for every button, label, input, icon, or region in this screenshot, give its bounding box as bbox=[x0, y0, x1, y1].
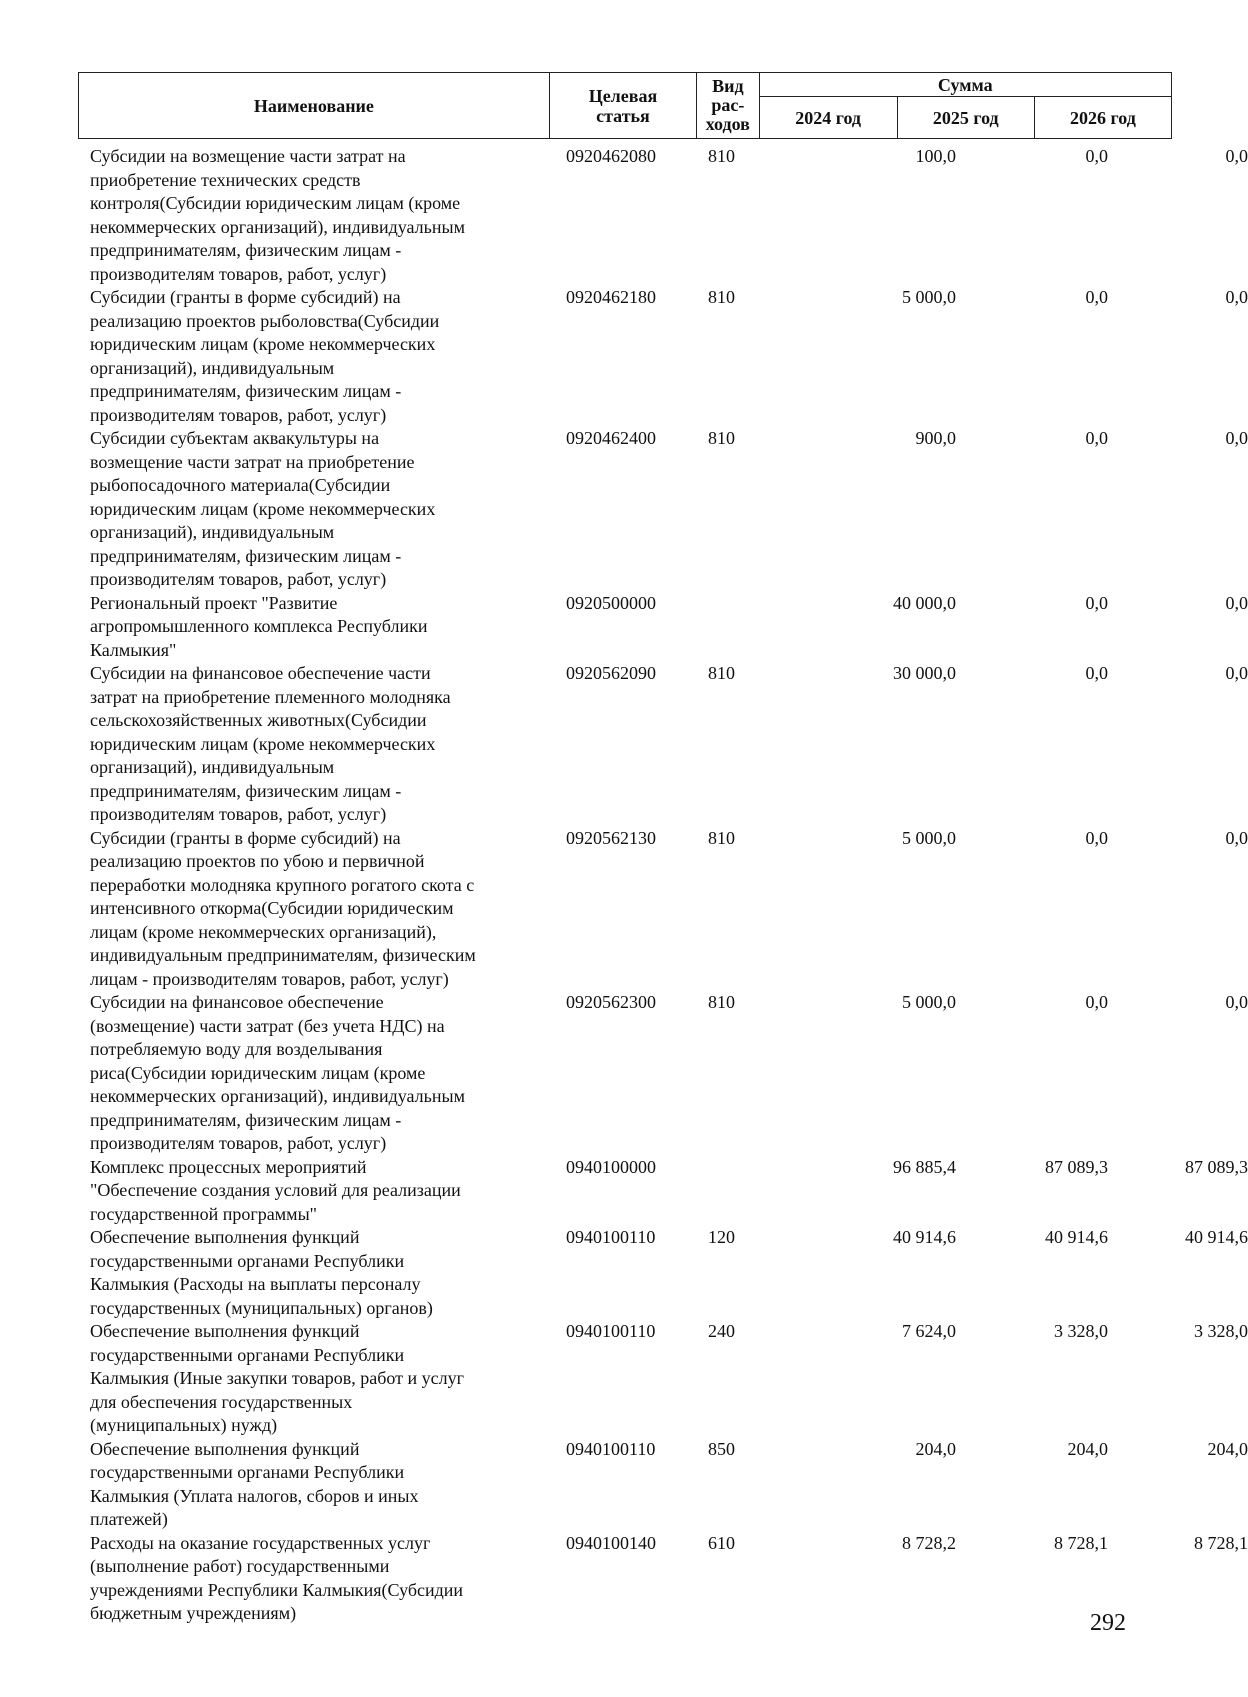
row-name-line: Расходы на оказание государственных услуг bbox=[90, 1532, 431, 1553]
row-name-line: лицам - производителям товаров, работ, услуг) bbox=[90, 968, 449, 989]
row-name bbox=[90, 991, 545, 1156]
table-row bbox=[78, 592, 1248, 663]
row-target-article: 0920462400 bbox=[566, 428, 656, 448]
row-name-line: юридическим лицам (кроме некоммерческих bbox=[90, 334, 436, 354]
table-row bbox=[78, 1156, 1248, 1227]
row-expense-type: 810 bbox=[708, 663, 735, 683]
row-name-line: переработки молодняка крупного рогатого скота с bbox=[90, 874, 475, 895]
row-name-line: Комплекс процессных мероприятий bbox=[90, 1156, 367, 1177]
row-sum-2026: 8 728,1 bbox=[1194, 1532, 1248, 1553]
row-sum-2025: 204,0 bbox=[1067, 1438, 1108, 1459]
row-sum-2024: 40 000,0 bbox=[893, 592, 956, 613]
row-name-line: Калмыкия (Уплата налогов, сборов и иных bbox=[90, 1485, 419, 1506]
row-expense-type: 240 bbox=[708, 1321, 735, 1341]
row-name-line: риса(Субсидии юридическим лицам (кроме bbox=[90, 1062, 426, 1083]
row-name-line: реализацию проектов рыболовства(Субсидии bbox=[90, 310, 440, 331]
table-header bbox=[78, 72, 1172, 139]
row-name-line: Калмыкия" bbox=[90, 639, 177, 660]
row-target-article: 0940100110 bbox=[566, 1227, 656, 1247]
row-sum-2026: 3 328,0 bbox=[1194, 1321, 1248, 1341]
row-sum-2026: 0,0 bbox=[1225, 146, 1248, 166]
row-name-line: сельскохозяйственных животных(Субсидии bbox=[90, 710, 427, 730]
row-name-line: государственной программы" bbox=[90, 1203, 318, 1224]
row-name-line: организаций), индивидуальным bbox=[90, 757, 335, 777]
row-name-line: организаций), индивидуальным bbox=[90, 522, 335, 542]
row-name-line: лицам (кроме некоммерческих организаций), bbox=[90, 921, 437, 942]
row-sum-2026: 0,0 bbox=[1225, 592, 1248, 613]
header-name: Наименование bbox=[79, 73, 550, 139]
row-sum-2024: 900,0 bbox=[915, 428, 956, 448]
row-name-line: предпринимателям, физическим лицам - bbox=[90, 240, 402, 260]
row-sum-2024: 100,0 bbox=[915, 146, 956, 166]
row-name-line: некоммерческих организаций), индивидуальным bbox=[90, 1086, 465, 1106]
row-sum-2024: 5 000,0 bbox=[902, 827, 956, 848]
row-expense-type: 810 bbox=[708, 992, 735, 1012]
row-name-line: производителям товаров, работ, услуг) bbox=[90, 569, 387, 589]
row-name bbox=[90, 1320, 545, 1438]
row-sum-2024: 8 728,2 bbox=[902, 1532, 956, 1553]
row-sum-2026: 0,0 bbox=[1225, 287, 1248, 307]
row-name-line: Калмыкия (Расходы на выплаты персоналу bbox=[90, 1274, 421, 1294]
row-name-line: (возмещение) части затрат (без учета НДС) на bbox=[90, 1015, 445, 1036]
page-number: 292 bbox=[1090, 1610, 1126, 1636]
row-name bbox=[90, 286, 545, 427]
row-name-line: индивидуальным предпринимателям, физическим bbox=[90, 945, 476, 965]
row-name-line: Обеспечение выполнения функций bbox=[90, 1438, 360, 1459]
table-row bbox=[78, 1438, 1248, 1532]
row-sum-2025: 0,0 bbox=[1085, 827, 1108, 848]
row-name-line: государственных (муниципальных) органов) bbox=[90, 1297, 433, 1318]
row-sum-2025: 0,0 bbox=[1085, 992, 1108, 1012]
row-name-line: Субсидии (гранты в форме субсидий) на bbox=[90, 287, 401, 307]
row-name bbox=[90, 662, 545, 827]
row-name-line: предпринимателям, физическим лицам - bbox=[90, 381, 402, 401]
row-name-line: для обеспечения государственных bbox=[90, 1391, 353, 1412]
row-name-line: (муниципальных) нужд) bbox=[90, 1415, 278, 1435]
row-sum-2024: 96 885,4 bbox=[893, 1156, 956, 1177]
row-name-line: государственными органами Республики bbox=[90, 1462, 405, 1482]
header-target-line1: Целевая bbox=[588, 85, 658, 106]
row-name-line: предпринимателям, физическим лицам - bbox=[90, 780, 402, 801]
row-expense-type: 810 bbox=[708, 146, 735, 166]
row-name-line: Обеспечение выполнения функций bbox=[90, 1227, 360, 1247]
row-name-line: Субсидии на финансовое обеспечение части bbox=[90, 663, 431, 683]
row-name-line: Субсидии (гранты в форме субсидий) на bbox=[90, 827, 401, 848]
row-target-article: 0920562090 bbox=[566, 663, 656, 683]
table-row bbox=[78, 662, 1248, 827]
row-name-line: учреждениями Республики Калмыкия(Субсидии bbox=[90, 1579, 464, 1600]
row-sum-2024: 7 624,0 bbox=[902, 1321, 956, 1341]
row-sum-2024: 5 000,0 bbox=[902, 287, 956, 307]
table-row bbox=[78, 991, 1248, 1156]
row-target-article: 0940100110 bbox=[566, 1321, 656, 1341]
row-name-line: производителям товаров, работ, услуг) bbox=[90, 263, 387, 284]
row-name-line: Калмыкия (Иные закупки товаров, работ и услуг bbox=[90, 1368, 464, 1388]
row-name-line: Обеспечение выполнения функций bbox=[90, 1321, 360, 1341]
row-name-line: некоммерческих организаций), индивидуальным bbox=[90, 216, 465, 237]
row-name-line: потребляемую воду для возделывания bbox=[90, 1039, 383, 1059]
row-expense-type: 850 bbox=[708, 1438, 735, 1459]
table-row bbox=[78, 286, 1248, 427]
row-name-line: организаций), индивидуальным bbox=[90, 357, 335, 378]
row-sum-2025: 0,0 bbox=[1085, 428, 1108, 448]
row-name bbox=[90, 1532, 545, 1626]
table-row bbox=[78, 1532, 1248, 1626]
row-target-article: 0940100000 bbox=[566, 1156, 656, 1177]
header-expense-type bbox=[697, 73, 760, 139]
row-name bbox=[90, 1438, 545, 1532]
row-name bbox=[90, 1156, 545, 1227]
row-name-line: юридическим лицам (кроме некоммерческих bbox=[90, 733, 436, 754]
row-name-line: возмещение части затрат на приобретение bbox=[90, 451, 415, 472]
row-sum-2024: 204,0 bbox=[915, 1438, 956, 1459]
row-sum-2026: 204,0 bbox=[1207, 1438, 1248, 1459]
row-sum-2026: 0,0 bbox=[1225, 992, 1248, 1012]
row-expense-type: 810 bbox=[708, 827, 735, 848]
row-name-line: производителям товаров, работ, услуг) bbox=[90, 1133, 387, 1153]
row-expense-type: 120 bbox=[708, 1227, 735, 1247]
header-type-line3: ходов bbox=[705, 114, 750, 134]
row-name-line: производителям товаров, работ, услуг) bbox=[90, 804, 387, 824]
row-name-line: агропромышленного комплекса Республики bbox=[90, 616, 428, 636]
row-name-line: интенсивного откорма(Субсидии юридическим bbox=[90, 898, 454, 918]
row-name bbox=[90, 592, 545, 663]
row-sum-2026: 40 914,6 bbox=[1185, 1227, 1248, 1247]
header-type-line1: Вид bbox=[712, 76, 744, 96]
row-expense-type: 610 bbox=[708, 1532, 735, 1553]
row-target-article: 0920562300 bbox=[566, 992, 656, 1012]
row-name-line: рыбопосадочного материала(Субсидии bbox=[90, 475, 391, 495]
row-name-line: контроля(Субсидии юридическим лицам (кроме bbox=[90, 193, 461, 213]
row-sum-2025: 0,0 bbox=[1085, 592, 1108, 613]
table-body bbox=[78, 145, 1248, 1626]
header-target-line2: статья bbox=[596, 105, 650, 126]
table-row bbox=[78, 427, 1248, 592]
row-sum-2025: 40 914,6 bbox=[1045, 1227, 1108, 1247]
header-target-article bbox=[549, 73, 696, 139]
row-sum-2025: 0,0 bbox=[1085, 146, 1108, 166]
row-name bbox=[90, 145, 545, 286]
row-name-line: Субсидии субъектам аквакультуры на bbox=[90, 428, 380, 448]
row-name-line: государственными органами Республики bbox=[90, 1250, 405, 1271]
row-name-line: предпринимателям, физическим лицам - bbox=[90, 1109, 402, 1130]
row-name-line: предпринимателям, физическим лицам - bbox=[90, 545, 402, 566]
row-sum-2025: 87 089,3 bbox=[1045, 1156, 1108, 1177]
row-target-article: 0920500000 bbox=[566, 592, 656, 613]
row-target-article: 0920562130 bbox=[566, 827, 656, 848]
row-name-line: реализацию проектов по убою и первичной bbox=[90, 851, 425, 871]
row-sum-2025: 0,0 bbox=[1085, 287, 1108, 307]
row-sum-2026: 87 089,3 bbox=[1185, 1156, 1248, 1177]
row-target-article: 0920462180 bbox=[566, 287, 656, 307]
row-expense-type: 810 bbox=[708, 287, 735, 307]
header-type-line2: рас- bbox=[711, 95, 745, 115]
row-name bbox=[90, 427, 545, 592]
row-name-line: бюджетным учреждениям) bbox=[90, 1603, 297, 1623]
row-name-line: затрат на приобретение племенного молодняка bbox=[90, 686, 451, 707]
row-name-line: Региональный проект "Развитие bbox=[90, 592, 338, 613]
row-name bbox=[90, 1226, 545, 1320]
header-year-2025: 2025 год bbox=[897, 97, 1034, 139]
row-target-article: 0920462080 bbox=[566, 146, 656, 166]
row-sum-2025: 8 728,1 bbox=[1054, 1532, 1108, 1553]
row-name-line: юридическим лицам (кроме некоммерческих bbox=[90, 498, 436, 519]
row-name bbox=[90, 827, 545, 992]
table-row bbox=[78, 827, 1248, 992]
row-sum-2024: 5 000,0 bbox=[902, 992, 956, 1012]
row-name-line: (выполнение работ) государственными bbox=[90, 1556, 390, 1576]
row-sum-2026: 0,0 bbox=[1225, 428, 1248, 448]
header-year-2026: 2026 год bbox=[1034, 97, 1171, 139]
row-name-line: платежей) bbox=[90, 1509, 168, 1529]
row-sum-2026: 0,0 bbox=[1225, 827, 1248, 848]
row-sum-2024: 30 000,0 bbox=[893, 663, 956, 683]
row-sum-2025: 0,0 bbox=[1085, 663, 1108, 683]
row-name-line: "Обеспечение создания условий для реализации bbox=[90, 1180, 461, 1200]
row-name-line: приобретение технических средств bbox=[90, 169, 361, 190]
row-target-article: 0940100140 bbox=[566, 1532, 656, 1553]
row-expense-type: 810 bbox=[708, 428, 735, 448]
header-year-2024: 2024 год bbox=[759, 97, 897, 139]
row-name-line: Субсидии на финансовое обеспечение bbox=[90, 992, 384, 1012]
row-sum-2026: 0,0 bbox=[1225, 663, 1248, 683]
header-sum: Сумма bbox=[759, 73, 1171, 97]
row-sum-2025: 3 328,0 bbox=[1054, 1321, 1108, 1341]
table-row bbox=[78, 1226, 1248, 1320]
row-name-line: государственными органами Республики bbox=[90, 1344, 405, 1365]
row-target-article: 0940100110 bbox=[566, 1438, 656, 1459]
row-sum-2024: 40 914,6 bbox=[893, 1227, 956, 1247]
row-name-line: Субсидии на возмещение части затрат на bbox=[90, 146, 406, 166]
table-row bbox=[78, 1320, 1248, 1438]
row-name-line: производителям товаров, работ, услуг) bbox=[90, 404, 387, 425]
table-row bbox=[78, 145, 1248, 286]
